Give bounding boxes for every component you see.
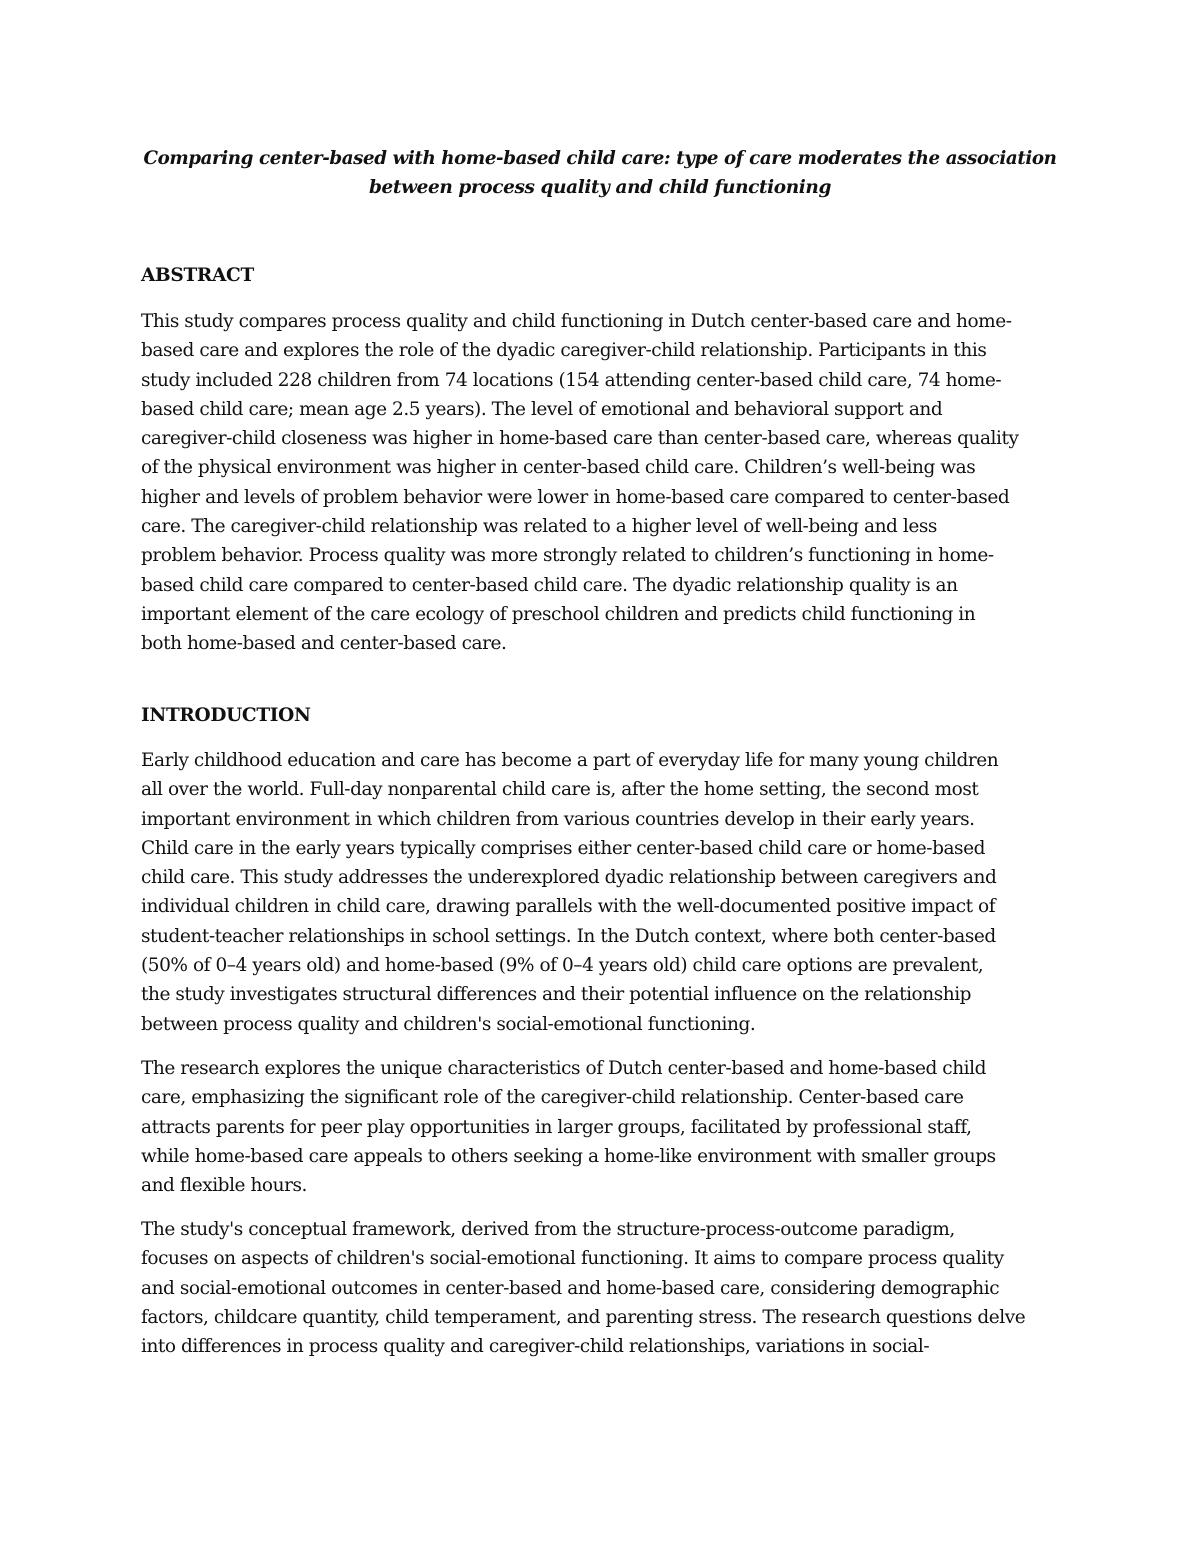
intro-paragraph-1 (141, 746, 1061, 1039)
text-line: student-teacher relationships in school settings. In the Dutch context, where both center-based (141, 925, 996, 947)
text-line: study included 228 children from 74 locations (154 attending center-based child care, 74 home- (141, 369, 1002, 391)
text-line: Child care in the early years typically comprises either center-based child care or home-based (141, 837, 985, 859)
text-line: care. The caregiver-child relationship was related to a higher level of well-being and less (141, 516, 937, 538)
text-line: attracts parents for peer play opportunities in larger groups, facilitated by professional staff, (141, 1116, 972, 1138)
text-line: Early childhood education and care has become a part of everyday life for many young children (141, 750, 999, 771)
text-line: based child care; mean age 2.5 years). The level of emotional and behavioral support and (141, 398, 943, 420)
introduction-heading: INTRODUCTION (141, 705, 311, 726)
text-line: care, emphasizing the significant role of the caregiver-child relationship. Center-based care (141, 1087, 964, 1109)
text-line: The study's conceptual framework, derived from the structure-process-outcome paradigm, (141, 1219, 955, 1240)
abstract-heading: ABSTRACT (141, 265, 254, 286)
text-line: higher and levels of problem behavior were lower in home-based care compared to center-based (141, 486, 1010, 508)
text-line: problem behavior. Process quality was more strongly related to children’s functioning in home- (141, 545, 994, 567)
text-line: based care and explores the role of the dyadic caregiver-child relationship. Participants in this (141, 340, 987, 362)
text-line: based child care compared to center-based child care. The dyadic relationship quality is an (141, 574, 958, 596)
paper-title (140, 144, 1060, 202)
text-line: caregiver-child closeness was higher in home-based care than center-based care, whereas quality (141, 428, 1019, 450)
text-line: The research explores the unique characteristics of Dutch center-based and home-based child (141, 1058, 987, 1079)
title-line: between process quality and child functioning (369, 177, 831, 198)
title-line: Comparing center-based with home-based child care: type of care moderates the association (143, 148, 1057, 169)
text-line: and social-emotional outcomes in center-based and home-based care, considering demographic (141, 1277, 1000, 1299)
text-line: into differences in process quality and caregiver-child relationships, variations in social- (141, 1336, 930, 1358)
text-line: and flexible hours. (141, 1175, 307, 1197)
text-line: important environment in which children from various countries develop in their early years. (141, 808, 975, 830)
text-line: focuses on aspects of children's social-emotional functioning. It aims to compare process quality (141, 1248, 1004, 1270)
text-line: factors, childcare quantity, child temperament, and parenting stress. The research questions delve (141, 1306, 1026, 1328)
text-line: important element of the care ecology of preschool children and predicts child functioning in (141, 603, 976, 625)
text-line: of the physical environment was higher in center-based child care. Children’s well-being was (141, 457, 976, 479)
text-line: (50% of 0–4 years old) and home-based (9% of 0–4 years old) child care options are prevalent, (141, 955, 984, 977)
text-line: individual children in child care, drawing parallels with the well-documented positive impact of (141, 896, 996, 918)
text-line: the study investigates structural differences and their potential influence on the relationship (141, 984, 972, 1006)
text-line: both home-based and center-based care. (141, 633, 507, 655)
text-line: all over the world. Full-day nonparental child care is, after the home setting, the second most (141, 779, 979, 801)
text-line: between process quality and children's social-emotional functioning. (141, 1013, 756, 1035)
text-line: while home-based care appeals to others seeking a home-like environment with smaller groups (141, 1145, 996, 1167)
text-line: child care. This study addresses the underexplored dyadic relationship between caregivers and (141, 867, 997, 889)
text-line: This study compares process quality and child functioning in Dutch center-based care and home- (141, 311, 1012, 332)
intro-paragraph-3 (141, 1215, 1061, 1361)
intro-paragraph-2 (141, 1054, 1061, 1200)
abstract-paragraph (141, 307, 1061, 659)
